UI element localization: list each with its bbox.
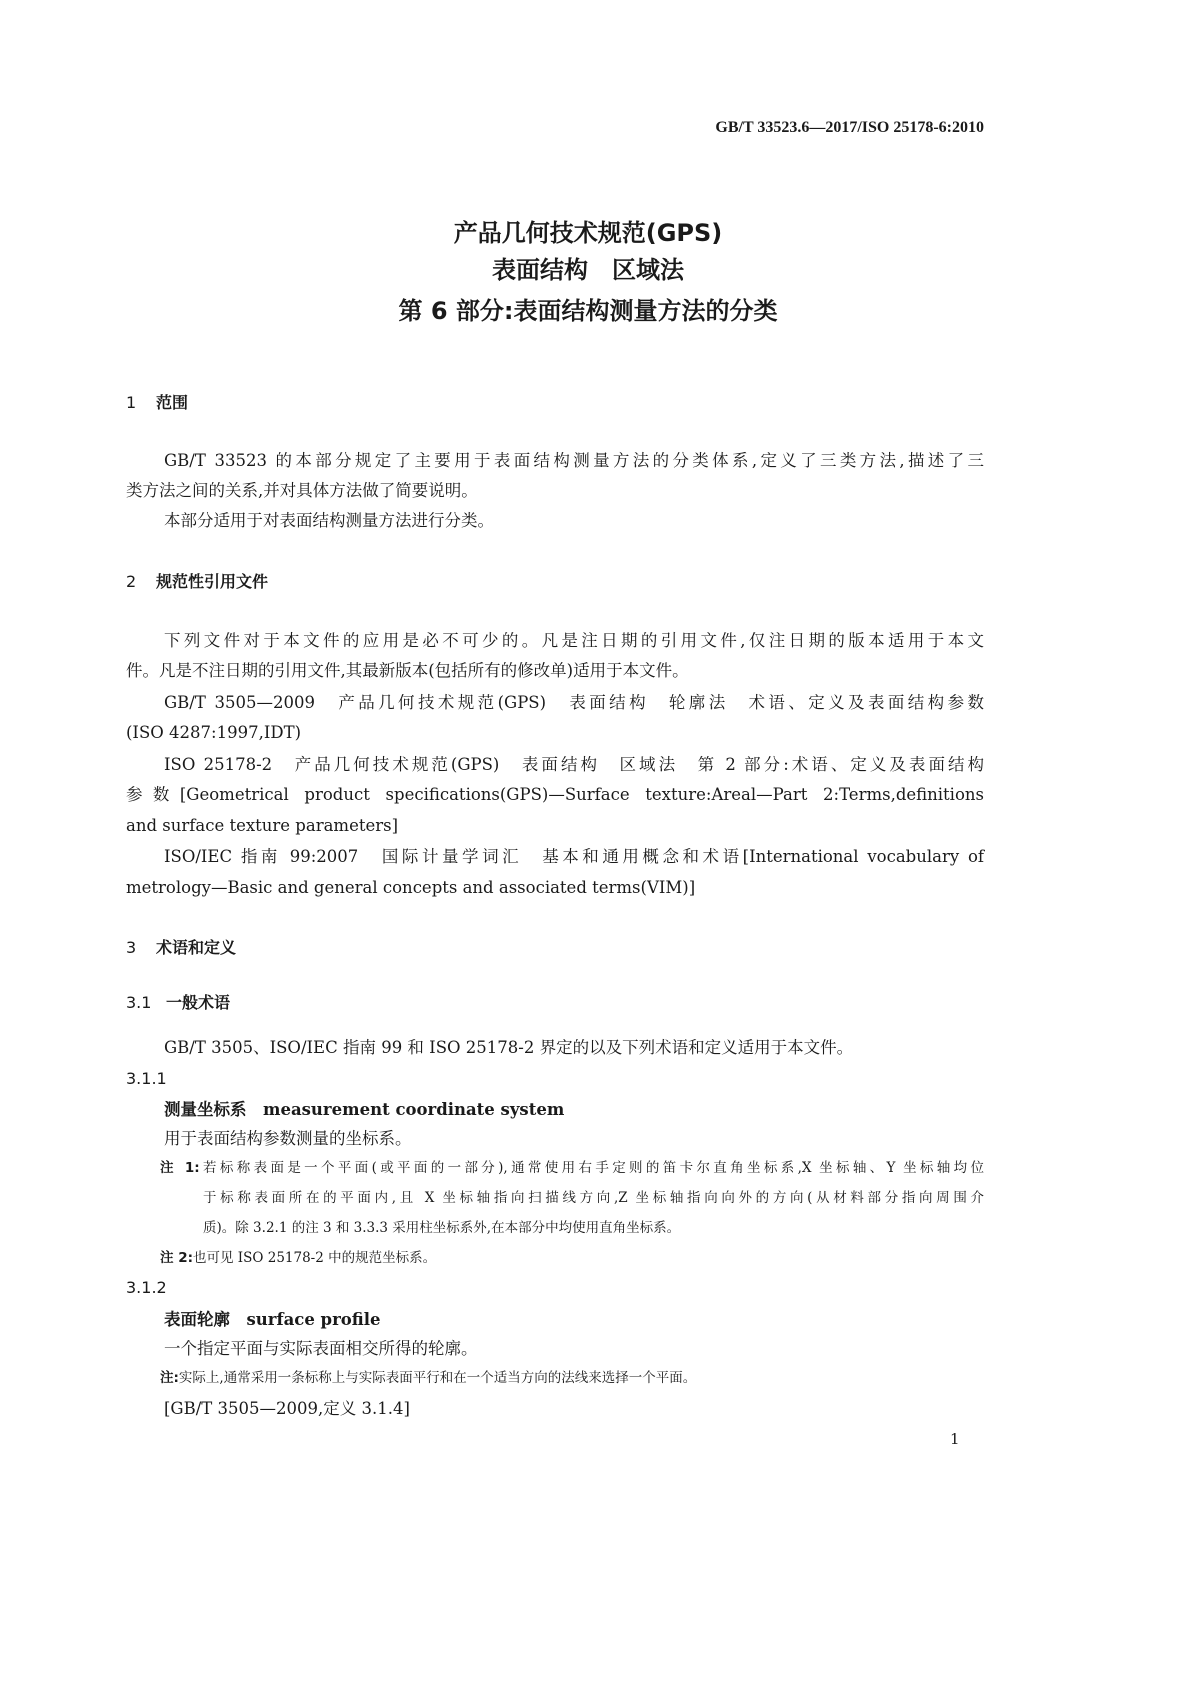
document-title-line-3: 第 6 部分:表面结构测量方法的分类	[398, 297, 778, 325]
term-3-1-1-number: 3.1.1	[126, 1069, 167, 1088]
scope-para-line: GB/T 33523 的本部分规定了主要用于表面结构测量方法的分类体系,定义了三类方法,描述了三	[164, 451, 984, 470]
section-title: 规范性引用文件	[156, 572, 269, 591]
terms-intro: GB/T 3505、ISO/IEC 指南 99 和 ISO 25178-2 界定的以及下列术语和定义适用于本文件。	[164, 1038, 854, 1057]
section-number: 1	[126, 393, 137, 412]
note-text: 也可见 ISO 25178-2 中的规范坐标系。	[193, 1250, 437, 1266]
term-3-1-2-source: [GB/T 3505—2009,定义 3.1.4]	[164, 1399, 410, 1418]
document-title-line-2: 表面结构 区域法	[492, 256, 684, 284]
term-3-1-2-number: 3.1.2	[126, 1278, 167, 1297]
section-title: 术语和定义	[156, 938, 237, 957]
note	[160, 1372, 984, 1386]
section-1-heading	[126, 395, 188, 411]
section-number: 3.1	[126, 993, 152, 1012]
note-label: 注 1:	[160, 1160, 200, 1176]
note-1	[160, 1162, 984, 1176]
note-text: 若标称表面是一个平面(或平面的一部分),通常使用右手定则的笛卡尔直角坐标系,X 坐标轴、Y 坐标轴均位	[199, 1160, 984, 1176]
section-3-heading	[126, 940, 236, 956]
section-title: 范围	[156, 393, 189, 412]
reference-iso-iec-guide99-cont: metrology—Basic and general concepts and associated terms(VIM)]	[126, 878, 696, 897]
section-number: 3	[126, 938, 137, 957]
standard-number-header: GB/T 33523.6—2017/ISO 25178-6:2010	[715, 119, 984, 136]
reference-iso25178-2-cont: and surface texture parameters]	[126, 816, 399, 835]
note-label: 注 2:	[160, 1250, 193, 1266]
reference-iso25178-2-cont: 参数[Geometrical product specifications(GPS)—Surface texture:Areal—Part 2:Terms,definitions	[126, 785, 984, 804]
document-title-line-1: 产品几何技术规范(GPS)	[453, 219, 723, 247]
section-number: 2	[126, 572, 137, 591]
note-2	[160, 1252, 984, 1266]
section-title: 一般术语	[166, 993, 231, 1012]
reference-iso25178-2: ISO 25178-2 产品几何技术规范(GPS) 表面结构 区域法 第 2 部分:术语、定义及表面结构	[164, 755, 984, 774]
term-3-1-2: 表面轮廓 surface profile	[164, 1310, 381, 1329]
reference-gbt3505: GB/T 3505—2009 产品几何技术规范(GPS) 表面结构 轮廓法 术语、定义及表面结构参数	[164, 693, 984, 712]
note-1-cont: 于标称表面所在的平面内,且 X 坐标轴指向扫描线方向,Z 坐标轴指向向外的方向(从材料部分指向周围介	[203, 1190, 984, 1206]
section-2-heading	[126, 574, 268, 590]
reference-iso-iec-guide99: ISO/IEC 指南 99:2007 国际计量学词汇 基本和通用概念和术语[International vocabulary of	[164, 847, 984, 866]
term-3-1-1: 测量坐标系 measurement coordinate system	[164, 1100, 565, 1119]
section-3-1-heading	[126, 995, 230, 1011]
note-text: 实际上,通常采用一条标称上与实际表面平行和在一个适当方向的法线来选择一个平面。	[178, 1370, 697, 1386]
note-label: 注:	[160, 1370, 179, 1386]
normative-para-line: 件。凡是不注日期的引用文件,其最新版本(包括所有的修改单)适用于本文件。	[126, 661, 689, 680]
reference-gbt3505-cont: (ISO 4287:1997,IDT)	[126, 723, 302, 742]
scope-para-line: 类方法之间的关系,并对具体方法做了简要说明。	[126, 481, 478, 500]
note-1-cont: 质)。除 3.2.1 的注 3 和 3.3.3 采用柱坐标系外,在本部分中均使用直角坐标系。	[203, 1220, 681, 1236]
term-3-1-1-definition: 用于表面结构参数测量的坐标系。	[164, 1129, 412, 1148]
scope-para-2: 本部分适用于对表面结构测量方法进行分类。	[164, 511, 494, 530]
normative-para-line: 下列文件对于本文件的应用是必不可少的。凡是注日期的引用文件,仅注日期的版本适用于本文	[164, 631, 984, 650]
page-number: 1	[950, 1430, 960, 1448]
term-3-1-2-definition: 一个指定平面与实际表面相交所得的轮廓。	[164, 1339, 478, 1358]
